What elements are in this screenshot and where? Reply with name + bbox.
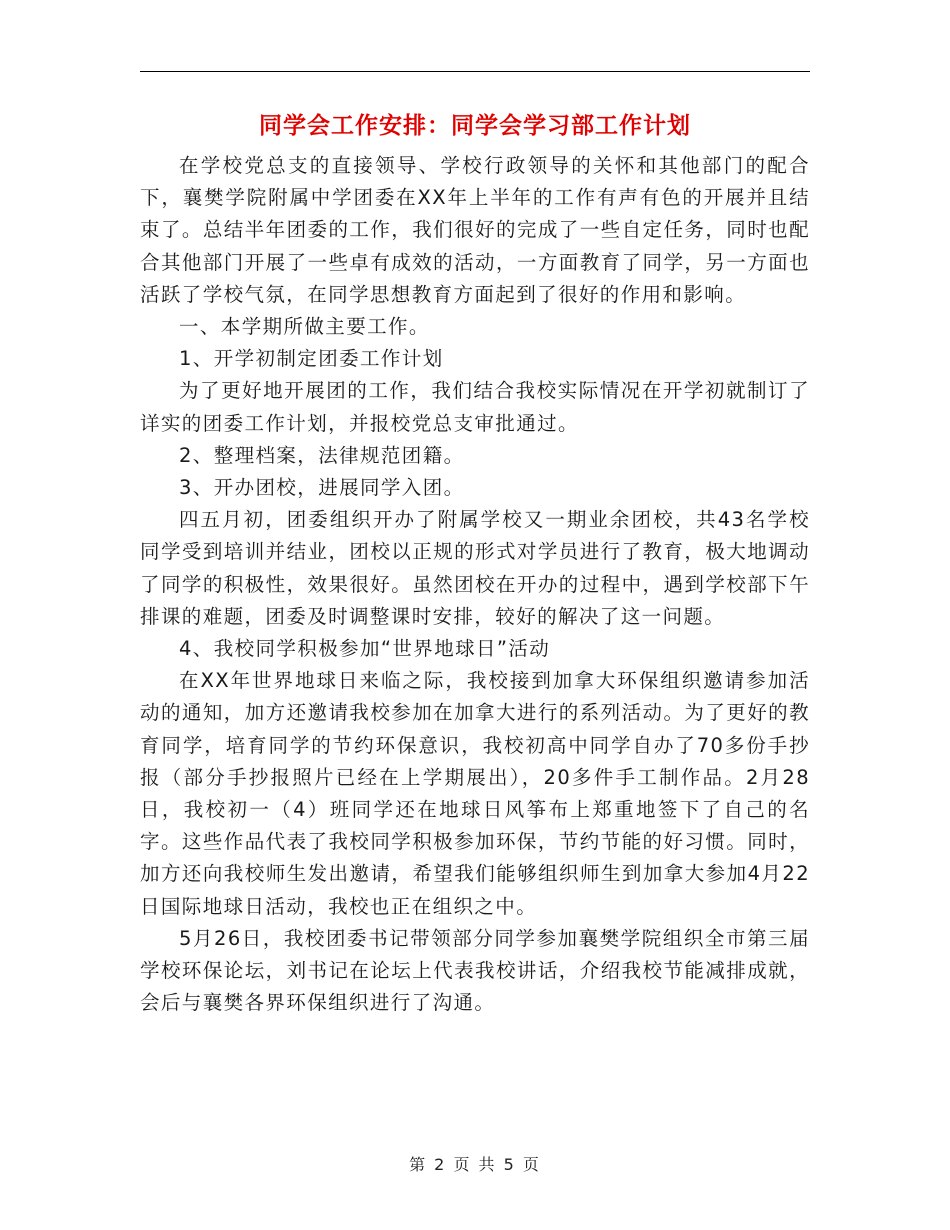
section-heading: 一、本学期所做主要工作。 [179,315,430,339]
document-title: 同学会工作安排：同学会学习部工作计划 [259,113,691,139]
item-heading: 4、我校同学积极参加“世界地球日”活动 [179,637,551,661]
document-body [140,150,810,1019]
page-number-footer: 第 2 页 共 5 页 [409,1155,541,1174]
item-heading: 1、开学初制定团委工作计划 [179,347,444,371]
paragraph: 在XX年世界地球日来临之际，我校接到加拿大环保组织邀请参加活动的通知，加方还邀请我校参加在加拿大进行的系列活动。为了更好的教育同学，培育同学的节约环保意识，我校初高中同学自办了70多份手抄报（部分手抄报照片已经在上学期展出），20多件手工制作品。2月28日，我校初一（4）班同学还在地球日风筝布上郑重地签下了自己的名字。这些作品代表了我校同学积极参加环保，节约节能的好习惯。同时，加方还向我校师生发出邀请，希望我们能够组织师生到加拿大参加4月22日国际地球日活动，我校也正在组织之中。 [140,669,810,918]
paragraph: 为了更好地开展团的工作，我们结合我校实际情况在开学初就制订了详实的团委工作计划，并报校党总支审批通过。 [140,379,810,435]
header-rule [140,71,810,72]
item-heading: 3、开办团校，进展同学入团。 [179,476,465,500]
item-heading: 2、整理档案，法律规范团籍。 [179,443,465,467]
paragraph: 四五月初，团委组织开办了附属学校又一期业余团校，共43名学校同学受到培训并结业，团校以正规的形式对学员进行了教育，极大地调动了同学的积极性，效果很好。虽然团校在开办的过程中，遇到学校部下午排课的难题，团委及时调整课时安排，较好的解决了这一问题。 [140,508,810,628]
paragraph: 5月26日，我校团委书记带领部分同学参加襄樊学院组织全市第三届学校环保论坛，刘书记在论坛上代表我校讲话，介绍我校节能减排成就，会后与襄樊各界环保组织进行了沟通。 [140,926,810,1015]
paragraph: 在学校党总支的直接领导、学校行政领导的关怀和其他部门的配合下，襄樊学院附属中学团委在XX年上半年的工作有声有色的开展并且结束了。总结半年团委的工作，我们很好的完成了一些自定任务，同时也配合其他部门开展了一些卓有成效的活动，一方面教育了同学，另一方面也活跃了学校气氛，在同学思想教育方面起到了很好的作用和影响。 [140,154,810,306]
